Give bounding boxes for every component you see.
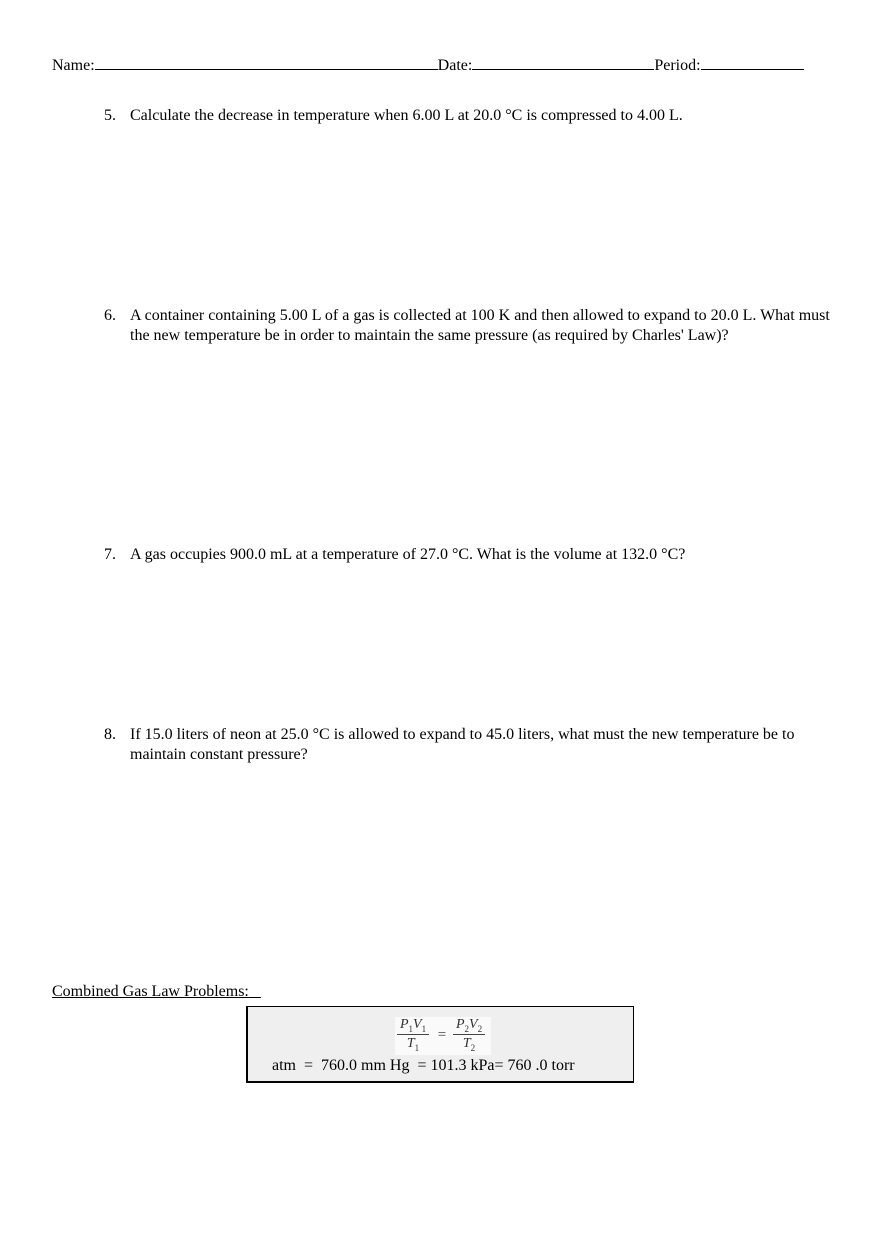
question-text: If 15.0 liters of neon at 25.0 °C is allowed to expand to 45.0 liters, what must the new temperature be to maintain constant pressure? xyxy=(130,726,795,763)
section-title-text: Combined Gas Law Problems: xyxy=(52,983,249,1000)
fraction-bar xyxy=(453,1034,485,1035)
name-blank[interactable] xyxy=(95,55,438,70)
period-blank[interactable] xyxy=(701,55,804,70)
right-fraction xyxy=(451,1017,487,1052)
fraction-bar xyxy=(397,1034,429,1035)
period-label: Period: xyxy=(654,57,701,74)
question-7 xyxy=(104,545,834,565)
name-label: Name: xyxy=(52,57,95,74)
question-6 xyxy=(104,306,834,346)
question-number: 7. xyxy=(104,546,116,563)
question-number: 5. xyxy=(104,107,116,124)
combined-gas-law-equation xyxy=(395,1017,491,1055)
question-text: A gas occupies 900.0 mL at a temperature of 27.0 °C. What is the volume at 132.0 °C? xyxy=(130,546,686,563)
date-blank[interactable] xyxy=(472,55,654,70)
left-fraction xyxy=(395,1017,431,1052)
question-8 xyxy=(104,725,834,765)
section-title xyxy=(52,982,261,1002)
pressure-unit-conversions: atm = 760.0 mm Hg = 101.3 kPa= 760 .0 torr xyxy=(272,1057,575,1074)
left-denominator: $T_1$ xyxy=(406,1036,420,1053)
right-denominator: $T_2$ xyxy=(462,1036,476,1053)
question-text: A container containing 5.00 L of a gas is collected at 100 K and then allowed to expand to 20.0 L. What must the new temperature be in order to maintain the same pressure (as required by Charles' Law)? xyxy=(130,307,830,344)
question-5 xyxy=(104,106,834,126)
equals-sign: = xyxy=(437,1027,447,1043)
question-text: Calculate the decrease in temperature when 6.00 L at 20.0 °C is compressed to 4.00 L. xyxy=(130,107,683,124)
worksheet-header xyxy=(52,55,804,76)
question-number: 8. xyxy=(104,726,116,743)
date-label: Date: xyxy=(437,57,473,74)
right-numerator: $P_2V_2$ xyxy=(455,1017,483,1034)
left-numerator: $P_1V_1$ xyxy=(399,1017,427,1034)
question-number: 6. xyxy=(104,307,116,324)
combined-gas-law-formula-box xyxy=(246,1006,634,1083)
